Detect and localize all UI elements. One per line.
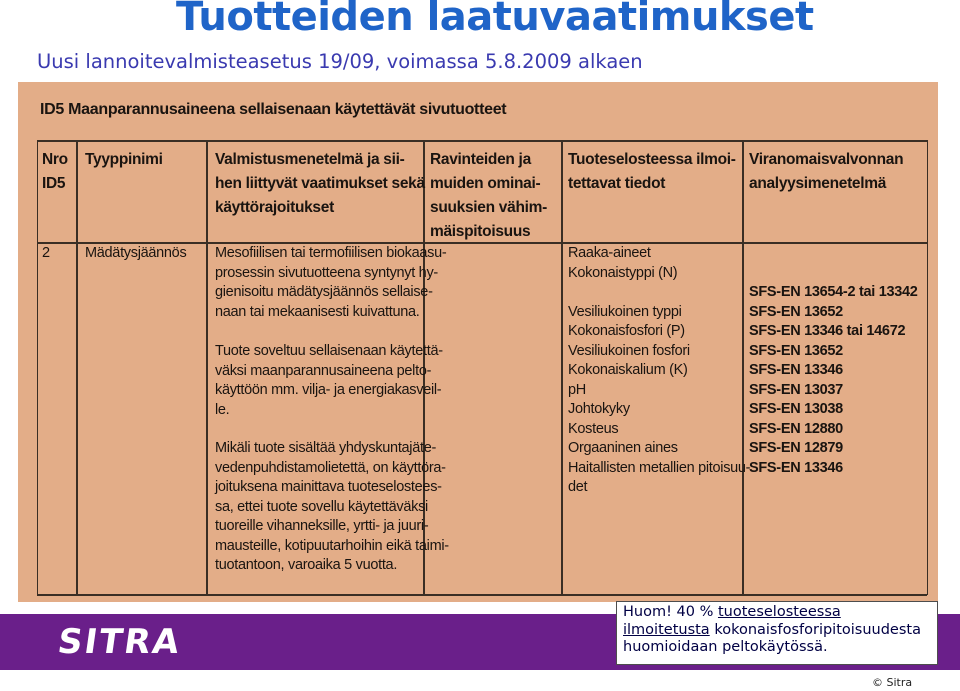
column-header: Valmistusmenetelmä ja sii- hen liittyvät vaatimukset sekä käyttörajoitukset xyxy=(215,151,425,216)
note-prefix: Huom! 40 % xyxy=(623,604,718,620)
sitra-logo-text: SITRA xyxy=(54,622,184,662)
col-divider xyxy=(76,140,78,595)
page-title: Tuotteiden laatuvaatimukset xyxy=(176,0,814,40)
note-underlined: tuoteselosteessa ilmoitetusta xyxy=(623,604,841,638)
column-header: Nro ID5 xyxy=(42,151,68,192)
row-method-paragraph: Mikäli tuote sisältää yhdyskuntajäte- vedenpuhdistamolietettä, on käyttöra- joituksena mainittava tuoteselostees- sa, ettei tuote sovellu käytettäväksi tuoreille vihanneksille, yrtti- ja juuri- mausteille, kotipuutarhoihin eikä taimi- tuotantoon, varoaika 5 vuotta. xyxy=(215,440,449,573)
column-header: Ravinteiden ja muiden ominai- suuksien vähim- mäispitoisuus xyxy=(430,151,547,240)
row-analysis-methods: SFS-EN 13654-2 tai 13342 SFS-EN 13652 SFS-EN 13346 tai 14672 SFS-EN 13652 SFS-EN 13346 SFS-EN 13037 SFS-EN 13038 SFS-EN 12880 SFS-EN 12879 SFS-EN 13346 xyxy=(749,284,918,476)
table-heading: ID5 Maanparannusaineena sellaisenaan käytettävät sivutuotteet xyxy=(40,101,507,118)
page-subtitle: Uusi lannoitevalmisteasetus 19/09, voimassa 5.8.2009 alkaen xyxy=(37,50,643,73)
note-rest: kokonaisfosforipitoisuudesta huomioidaan peltokäytössä. xyxy=(623,621,921,655)
column-header: Tuoteselosteessa ilmoi- tettavat tiedot xyxy=(568,151,736,192)
row-method-paragraph: Mesofiilisen tai termofiilisen biokaasu- prosessin sivutuotteena syntynyt hy- gienisoitu mädätysjäännös sellaise- naan tai mekaanisesti kuivattuna. xyxy=(215,245,447,320)
row-number: 2 xyxy=(42,245,50,261)
column-header: Tyyppinimi xyxy=(85,151,163,168)
table-bottom-rule xyxy=(37,594,927,596)
table-top-rule xyxy=(37,140,927,142)
sitra-logo xyxy=(44,618,194,666)
row-declared-info: Raaka-aineet Kokonaistyppi (N) Vesiliukoinen typpi Kokonaisfosfori (P) Vesiliukoinen fosfori Kokonaiskalium (K) pH Johtokyky Kosteus Orgaaninen aines Haitallisten metallien pitoisuu- det xyxy=(568,245,751,495)
copyright-footer: © Sitra xyxy=(872,676,913,689)
row-type-name: Mädätysjäännös xyxy=(85,245,187,261)
column-header: Viranomaisvalvonnan analyysimenetelmä xyxy=(749,151,904,192)
scanned-table-image xyxy=(18,82,938,602)
col-divider xyxy=(206,140,208,595)
note-box xyxy=(616,601,938,665)
row-method-paragraph: Tuote soveltuu sellaisenaan käytettä- väksi maanparannusaineena pelto- käyttöön mm. vilja- ja energiakasveil- le. xyxy=(215,343,443,418)
col-divider xyxy=(561,140,563,595)
